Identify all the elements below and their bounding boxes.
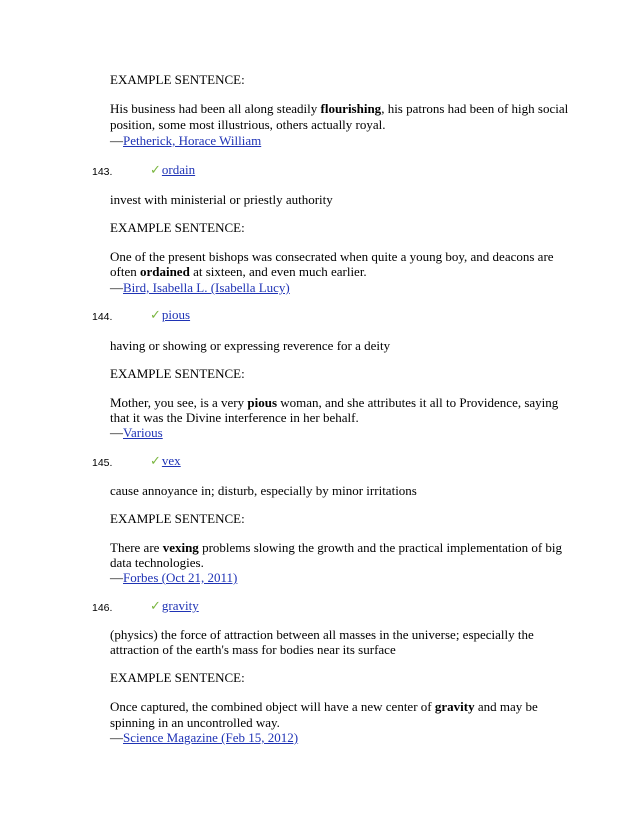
example-heading: EXAMPLE SENTENCE: — [110, 366, 245, 381]
checkmark-icon: ✓ — [150, 454, 161, 469]
highlighted-word: gravity — [434, 699, 475, 714]
source-link[interactable]: Petherick, Horace William — [123, 133, 262, 148]
source-line: —Science Magazine (Feb 15, 2012) — [110, 730, 299, 745]
example-heading: EXAMPLE SENTENCE: — [110, 670, 245, 685]
example-sentence-line: that it was the Divine interference in her behalf. — [110, 410, 359, 425]
term-link[interactable]: gravity — [161, 598, 199, 613]
source-line: —Petherick, Horace William — [110, 133, 262, 148]
entry-number: 144. — [92, 311, 113, 323]
definition: having or showing or expressing reverence for a deity — [110, 338, 391, 353]
example-sentence-line: One of the present bishops was consecrated when quite a young boy, and deacons are — [110, 249, 554, 264]
term[interactable] — [150, 453, 181, 470]
checkmark-icon: ✓ — [150, 163, 161, 178]
definition: cause annoyance in; disturb, especially by minor irritations — [110, 483, 417, 498]
definition: attraction of the earth's mass for bodies near its surface — [110, 642, 396, 657]
source-line: —Forbes (Oct 21, 2011) — [110, 570, 238, 585]
example-sentence-line: Mother, you see, is a very pious woman, and she attributes it all to Providence, saying — [110, 395, 559, 410]
example-sentence-line: spinning in an uncontrolled way. — [110, 715, 280, 730]
entry-number: 145. — [92, 457, 113, 469]
source-link[interactable]: Bird, Isabella L. (Isabella Lucy) — [123, 280, 290, 295]
source-link[interactable]: Various — [123, 425, 163, 440]
example-sentence-line: Once captured, the combined object will have a new center of gravity and may be — [110, 699, 538, 714]
source-line: —Various — [110, 425, 163, 440]
source-link[interactable]: Forbes (Oct 21, 2011) — [123, 570, 238, 585]
highlighted-word: flourishing — [320, 101, 382, 116]
checkmark-icon: ✓ — [150, 308, 161, 323]
definition: invest with ministerial or priestly authority — [110, 192, 333, 207]
example-sentence-line: data technologies. — [110, 555, 204, 570]
entry-number: 146. — [92, 602, 113, 614]
example-sentence-line: There are vexing problems slowing the growth and the practical implementation of big — [110, 540, 563, 555]
example-heading: EXAMPLE SENTENCE: — [110, 511, 245, 526]
term[interactable] — [150, 307, 190, 324]
example-heading: EXAMPLE SENTENCE: — [110, 220, 245, 235]
example-sentence-line: position, some most illustrious, others actually royal. — [110, 117, 386, 132]
source-line: —Bird, Isabella L. (Isabella Lucy) — [110, 280, 290, 295]
example-heading: EXAMPLE SENTENCE: — [110, 72, 245, 87]
term-link[interactable]: pious — [161, 307, 191, 322]
term[interactable] — [150, 598, 199, 615]
example-sentence-line: often ordained at sixteen, and even much earlier. — [110, 264, 367, 279]
entry-number: 143. — [92, 166, 113, 178]
term[interactable] — [150, 162, 195, 179]
example-sentence-line: His business had been all along steadily flourishing, his patrons had been of high social — [110, 101, 569, 116]
checkmark-icon: ✓ — [150, 599, 161, 614]
term-link[interactable]: ordain — [161, 162, 196, 177]
highlighted-word: ordained — [139, 264, 190, 279]
term-link[interactable]: vex — [161, 453, 181, 468]
highlighted-word: vexing — [162, 540, 199, 555]
source-link[interactable]: Science Magazine (Feb 15, 2012) — [123, 730, 299, 745]
highlighted-word: pious — [247, 395, 278, 410]
definition: (physics) the force of attraction between all masses in the universe; especially the — [110, 627, 534, 642]
